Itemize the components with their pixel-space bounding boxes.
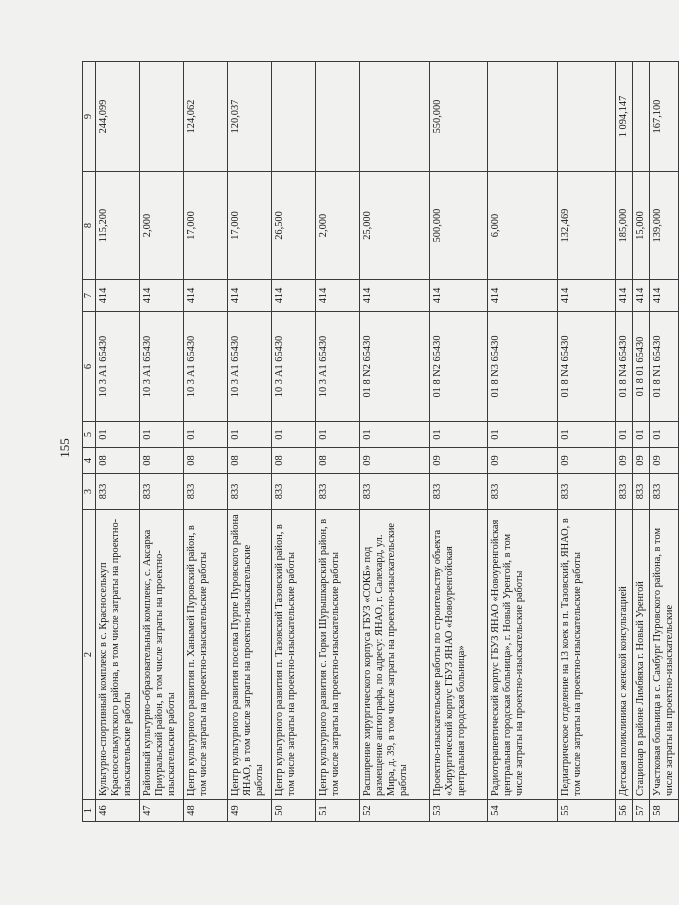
cell-col3: 833 — [271, 474, 315, 510]
cell-col5: 01 — [649, 422, 678, 448]
cell-col3: 833 — [429, 474, 487, 510]
cell-budget-code: 01 8 N3 65430 — [487, 312, 557, 422]
cell-budget-code: 10 3 A1 65430 — [183, 312, 227, 422]
cell-amount-col9: 550,000 — [429, 62, 487, 172]
cell-amount-col8: 17,000 — [227, 172, 271, 280]
cell-col3: 833 — [632, 474, 649, 510]
cell-amount-col9 — [557, 62, 615, 172]
cell-amount-col9 — [271, 62, 315, 172]
cell-object-name: Детская поликлиника с женской консультацией — [615, 510, 632, 800]
cell-col5: 01 — [271, 422, 315, 448]
cell-budget-code: 10 3 A1 65430 — [227, 312, 271, 422]
cell-amount-col8: 25,000 — [359, 172, 429, 280]
cell-col4: 09 — [632, 448, 649, 474]
table-row — [615, 62, 632, 822]
cell-budget-code: 01 8 01 65430 — [632, 312, 649, 422]
cell-amount-col9: 244,099 — [95, 62, 139, 172]
cell-col4: 08 — [95, 448, 139, 474]
budget-table — [82, 61, 679, 822]
table-header-row — [83, 62, 96, 822]
column-header: 1 — [83, 800, 96, 822]
cell-object-name: Центр культурного развития поселка Пурпе Пуровского района ЯНАО, в том числе затраты на проектно-изыскательские работы — [227, 510, 271, 800]
cell-budget-code: 10 3 A1 65430 — [315, 312, 359, 422]
cell-row-number: 48 — [183, 800, 227, 822]
cell-col3: 833 — [95, 474, 139, 510]
cell-col4: 08 — [227, 448, 271, 474]
cell-amount-col8: 2,000 — [315, 172, 359, 280]
cell-col3: 833 — [227, 474, 271, 510]
cell-col3: 833 — [315, 474, 359, 510]
cell-col7: 414 — [227, 280, 271, 312]
cell-amount-col9: 1 094,147 — [615, 62, 632, 172]
column-header: 9 — [83, 62, 96, 172]
cell-col3: 833 — [557, 474, 615, 510]
cell-row-number: 53 — [429, 800, 487, 822]
cell-col5: 01 — [183, 422, 227, 448]
cell-amount-col8: 26,500 — [271, 172, 315, 280]
cell-col5: 01 — [95, 422, 139, 448]
cell-row-number: 58 — [649, 800, 678, 822]
cell-col5: 01 — [359, 422, 429, 448]
table-row — [183, 62, 227, 822]
cell-col4: 09 — [649, 448, 678, 474]
cell-amount-col9: 167,100 — [649, 62, 678, 172]
cell-col4: 08 — [315, 448, 359, 474]
cell-budget-code: 01 8 N2 65430 — [359, 312, 429, 422]
cell-col4: 08 — [183, 448, 227, 474]
cell-object-name: Стационар в районе Лимбяяха г. Новый Уренгой — [632, 510, 649, 800]
cell-col7: 414 — [632, 280, 649, 312]
cell-col5: 01 — [315, 422, 359, 448]
cell-budget-code: 10 3 A1 65430 — [95, 312, 139, 422]
table-row — [139, 62, 183, 822]
table-row — [557, 62, 615, 822]
cell-object-name: Расширение хирургического корпуса ГБУЗ «СОКБ» под размещение ангиографа, по адресу: ЯНАО, г. Салехард, ул. Мира, д. 39, в том числе затраты на проектно-изыскательские работы — [359, 510, 429, 800]
column-header: 5 — [83, 422, 96, 448]
cell-col7: 414 — [557, 280, 615, 312]
cell-object-name: Участковая больница в с. Самбург Пуровского района, в том числе затраты на проектно-изыскательские — [649, 510, 678, 800]
cell-col3: 833 — [487, 474, 557, 510]
table-row — [95, 62, 139, 822]
cell-row-number: 51 — [315, 800, 359, 822]
cell-amount-col8: 500,000 — [429, 172, 487, 280]
cell-amount-col9 — [315, 62, 359, 172]
cell-object-name: Культурно-спортивный комплекс в с. Красноселькуп Красноселькупского района, в том числе затраты на проектно-изыскательские работы — [95, 510, 139, 800]
cell-row-number: 54 — [487, 800, 557, 822]
cell-col5: 01 — [487, 422, 557, 448]
cell-budget-code: 10 3 A1 65430 — [139, 312, 183, 422]
cell-col4: 08 — [139, 448, 183, 474]
cell-col3: 833 — [183, 474, 227, 510]
cell-col7: 414 — [487, 280, 557, 312]
cell-row-number: 46 — [95, 800, 139, 822]
cell-amount-col8: 139,000 — [649, 172, 678, 280]
cell-col4: 09 — [557, 448, 615, 474]
cell-object-name: Центр культурного развития п. Тазовский Тазовский район, в том числе затраты на проектно-изыскательские работы — [271, 510, 315, 800]
cell-amount-col8: 17,000 — [183, 172, 227, 280]
cell-col5: 01 — [557, 422, 615, 448]
table-row — [429, 62, 487, 822]
cell-col7: 414 — [429, 280, 487, 312]
cell-row-number: 49 — [227, 800, 271, 822]
cell-col7: 414 — [271, 280, 315, 312]
cell-amount-col9 — [359, 62, 429, 172]
cell-amount-col9: 124,062 — [183, 62, 227, 172]
cell-budget-code: 01 8 N1 65430 — [649, 312, 678, 422]
cell-object-name: Районный культурно-образовательный комплекс, с. Аксарка Приуральский район, в том числе затраты на проектно-изыскательские работы — [139, 510, 183, 800]
cell-amount-col8: 6,000 — [487, 172, 557, 280]
cell-amount-col8: 2,000 — [139, 172, 183, 280]
column-header: 7 — [83, 280, 96, 312]
cell-budget-code: 01 8 N2 65430 — [429, 312, 487, 422]
page-number: 155 — [57, 438, 72, 458]
cell-col5: 01 — [632, 422, 649, 448]
column-header: 4 — [83, 448, 96, 474]
cell-row-number: 56 — [615, 800, 632, 822]
table-row — [315, 62, 359, 822]
column-header: 2 — [83, 510, 96, 800]
budget-table-sheet — [82, 62, 675, 822]
cell-row-number: 50 — [271, 800, 315, 822]
column-header: 6 — [83, 312, 96, 422]
cell-row-number: 52 — [359, 800, 429, 822]
table-row — [649, 62, 678, 822]
cell-col3: 833 — [359, 474, 429, 510]
table-row — [487, 62, 557, 822]
cell-amount-col9 — [487, 62, 557, 172]
cell-col7: 414 — [615, 280, 632, 312]
column-header: 3 — [83, 474, 96, 510]
cell-col3: 833 — [649, 474, 678, 510]
cell-amount-col9: 120,037 — [227, 62, 271, 172]
cell-object-name: Центр культурного развития с. Горки Шурышкарский район, в том числе затраты на проектно-изыскательские работы — [315, 510, 359, 800]
cell-budget-code: 10 3 A1 65430 — [271, 312, 315, 422]
cell-col7: 414 — [359, 280, 429, 312]
cell-col4: 09 — [359, 448, 429, 474]
cell-budget-code: 01 8 N4 65430 — [557, 312, 615, 422]
cell-col5: 01 — [227, 422, 271, 448]
cell-amount-col8: 132,469 — [557, 172, 615, 280]
cell-col7: 414 — [139, 280, 183, 312]
table-row — [271, 62, 315, 822]
cell-col4: 09 — [615, 448, 632, 474]
cell-object-name: Центр культурного развития п. Ханымей Пуровский район, в том числе затраты на проектно-изыскательские работы — [183, 510, 227, 800]
cell-col4: 08 — [271, 448, 315, 474]
cell-amount-col8: 185,000 — [615, 172, 632, 280]
cell-col5: 01 — [429, 422, 487, 448]
cell-amount-col9 — [632, 62, 649, 172]
cell-amount-col8: 115,200 — [95, 172, 139, 280]
cell-row-number: 57 — [632, 800, 649, 822]
table-row — [359, 62, 429, 822]
cell-amount-col9 — [139, 62, 183, 172]
cell-budget-code: 01 8 N4 65430 — [615, 312, 632, 422]
cell-col3: 833 — [615, 474, 632, 510]
cell-col7: 414 — [183, 280, 227, 312]
cell-col4: 09 — [487, 448, 557, 474]
cell-col4: 09 — [429, 448, 487, 474]
cell-object-name: Педиатрическое отделение на 13 коек в п. Тазовский, ЯНАО, в том числе затраты на проектно-изыскательские работы — [557, 510, 615, 800]
cell-col7: 414 — [95, 280, 139, 312]
cell-col7: 414 — [315, 280, 359, 312]
cell-row-number: 55 — [557, 800, 615, 822]
column-header: 8 — [83, 172, 96, 280]
cell-col5: 01 — [615, 422, 632, 448]
cell-row-number: 47 — [139, 800, 183, 822]
cell-object-name: Радиотерапевтический корпус ГБУЗ ЯНАО «Новоуренгойская центральная городская больница», г. Новый Уренгой, в том числе затраты на проектно-изыскательские работы — [487, 510, 557, 800]
table-row — [227, 62, 271, 822]
cell-col7: 414 — [649, 280, 678, 312]
table-row — [632, 62, 649, 822]
cell-col5: 01 — [139, 422, 183, 448]
cell-object-name: Проектно-изыскательские работы по строительству объекта «Хирургический корпус ГБУЗ ЯНАО «Новоуренгойская центральная городская больница» — [429, 510, 487, 800]
cell-amount-col8: 15,000 — [632, 172, 649, 280]
cell-col3: 833 — [139, 474, 183, 510]
